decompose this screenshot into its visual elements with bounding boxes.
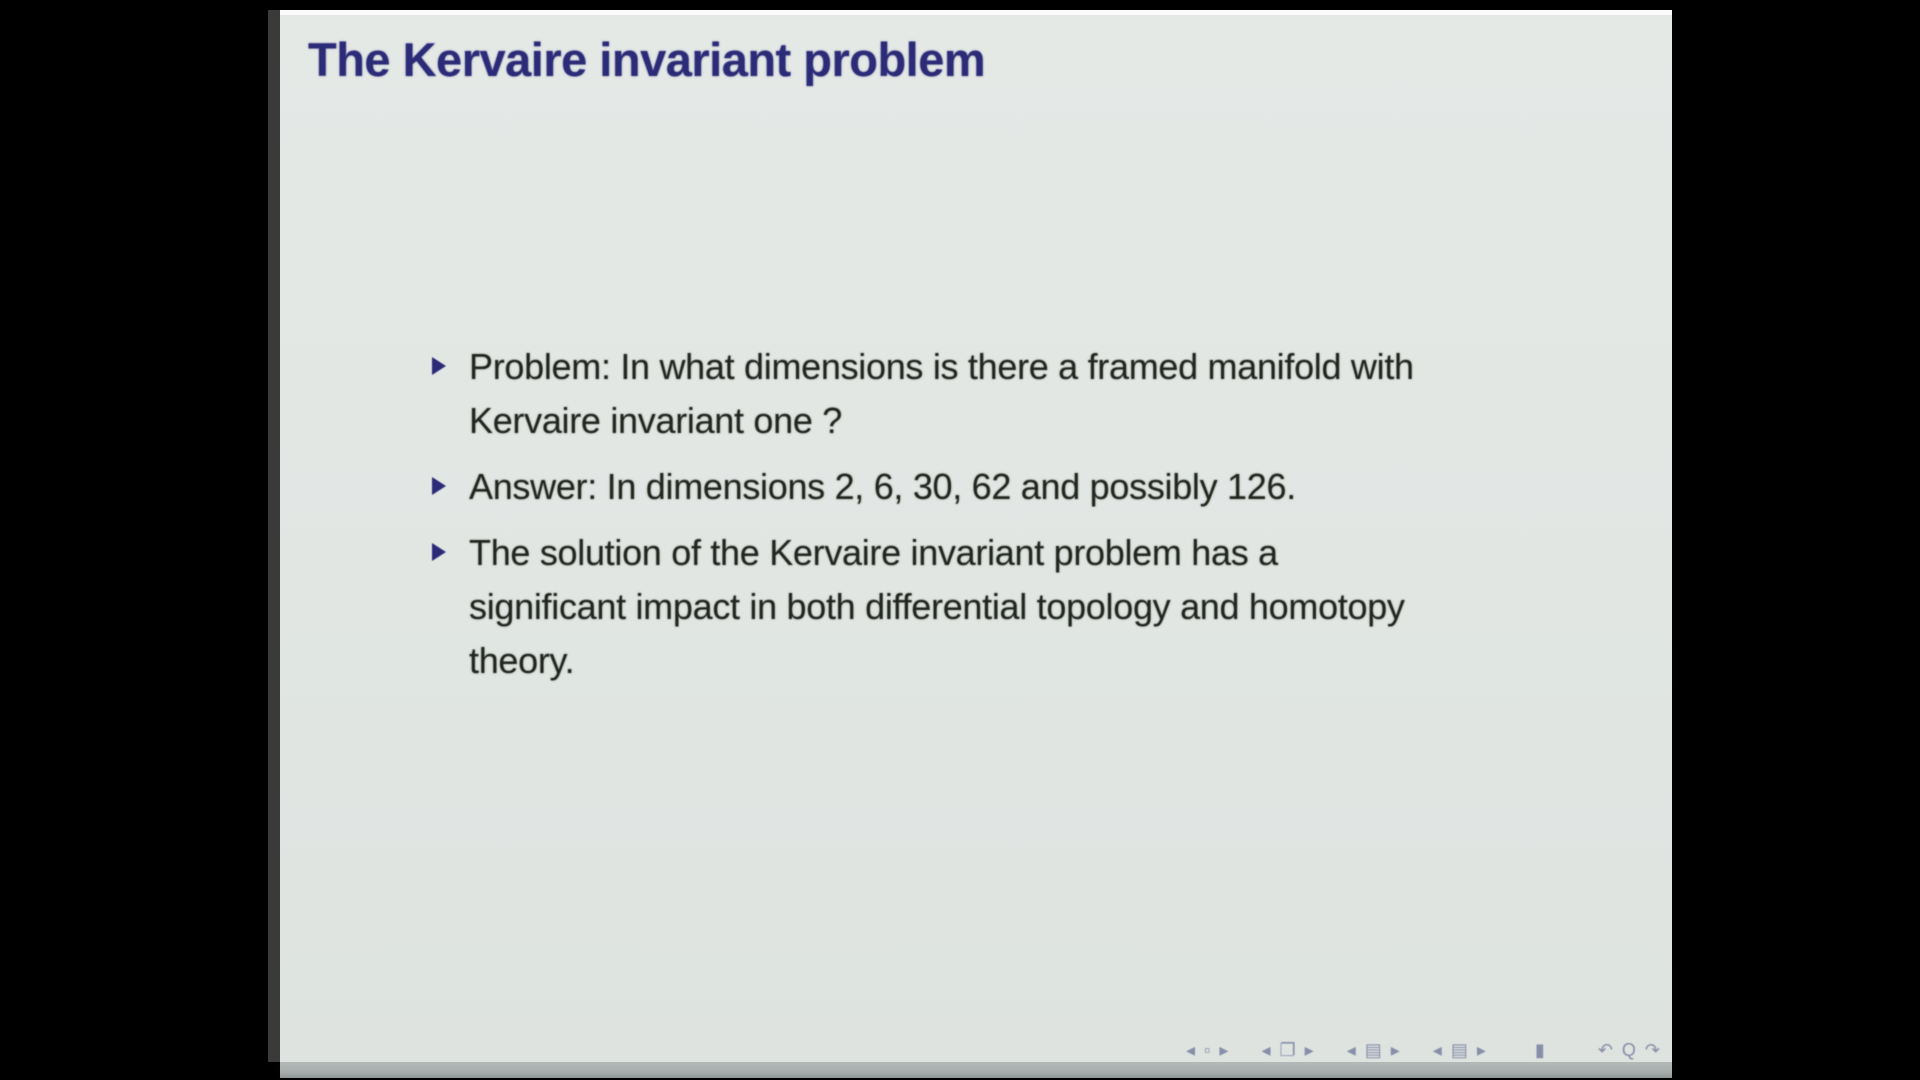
frame-nav-icons[interactable]: ◂ ❐ ▸ [1261,1040,1316,1060]
bullet-triangle-icon [432,357,446,375]
bullet-line: theory. [469,640,575,681]
slide-left-edge-seam [268,10,280,1062]
bullet-text [469,340,1414,448]
bullet-item-problem [432,340,1582,448]
bullet-line: Answer: In dimensions 2, 6, 30, 62 and possibly 126. [469,466,1296,507]
slide-nav-icons[interactable]: ◂ ▫ ▸ [1185,1040,1231,1060]
bullet-item-answer [432,460,1582,514]
bullet-text [469,526,1405,688]
bullet-item-solution-impact [432,526,1582,688]
subsection-nav-icons[interactable]: ◂ ▤ ▸ [1346,1040,1402,1060]
slide-bottom-edge-band [280,1062,1672,1078]
bullet-line: significant impact in both differential topology and homotopy [469,586,1405,627]
presentation-slide [280,10,1672,1062]
slide-title: The Kervaire invariant problem [308,33,986,86]
beamer-navigation-bar [1162,1038,1662,1062]
bullet-line: The solution of the Kervaire invariant problem has a [469,532,1278,573]
bullet-triangle-icon [432,543,446,561]
bullet-line: Kervaire invariant one ? [469,400,843,441]
bullet-line: Problem: In what dimensions is there a framed manifold with [469,346,1414,387]
bullet-triangle-icon [432,477,446,495]
section-nav-icons[interactable]: ◂ ▤ ▸ [1432,1040,1488,1060]
appendix-nav-icon[interactable]: ▮ [1534,1040,1547,1060]
bullet-text [469,460,1296,514]
back-search-forward-icons[interactable]: ↶ Q ↷ [1597,1040,1662,1060]
bullet-list [432,340,1582,700]
